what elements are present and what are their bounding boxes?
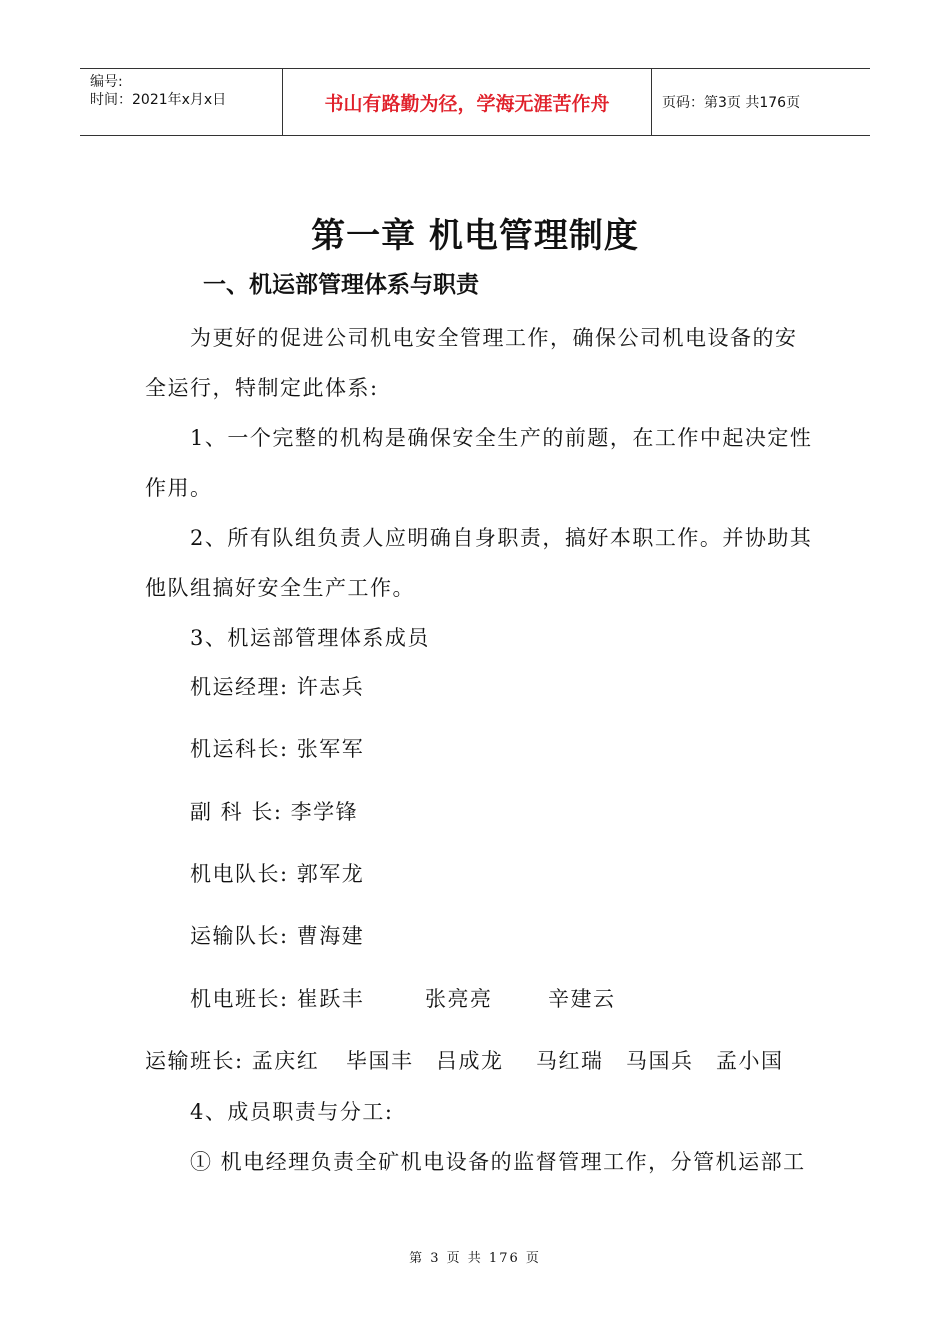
duties-heading: 4、成员职责与分工: xyxy=(190,1100,394,1124)
header-meta xyxy=(80,69,282,135)
paragraph-line: 2、所有队组负责人应明确自身职责，搞好本职工作。并协助其 xyxy=(190,526,813,550)
paragraph-line: 1、一个完整的机构是确保安全生产的前题，在工作中起决定性 xyxy=(190,426,813,450)
header-motto: 书山有路勤为径，学海无涯苦作舟 xyxy=(282,69,652,135)
paragraph-line: 3、机运部管理体系成员 xyxy=(190,626,430,650)
page-footer: 第 3 页 共 176 页 xyxy=(409,1251,541,1266)
member-transport-leader: 马红瑞 xyxy=(536,1049,604,1073)
paragraph-line: 作用。 xyxy=(145,476,213,500)
paragraph-line: 全运行，特制定此体系: xyxy=(145,376,379,400)
document-number-label: 编号: xyxy=(90,74,123,90)
member-electric-captain: 机电队长: 郭军龙 xyxy=(190,862,365,886)
chapter-title: 第一章 机电管理制度 xyxy=(311,216,639,256)
duty-item: ① 机电经理负责全矿机电设备的监督管理工作，分管机运部工 xyxy=(190,1150,806,1174)
member-chief: 机运科长: 张军军 xyxy=(190,737,365,761)
paragraph-line: 为更好的促进公司机电安全管理工作，确保公司机电设备的安 xyxy=(190,326,798,350)
member-transport-leader: 马国兵 xyxy=(626,1049,694,1073)
member-transport-leader: 孟小国 xyxy=(716,1049,784,1073)
paragraph-line: 他队组搞好安全生产工作。 xyxy=(145,576,415,600)
member-manager: 机运经理: 许志兵 xyxy=(190,675,365,699)
document-time: 时间：2021年x月x日 xyxy=(90,92,227,108)
member-transport-leaders: 运输班长: 孟庆红 xyxy=(145,1049,320,1073)
member-electric-leader: 辛建云 xyxy=(548,987,616,1011)
header-page-info: 页码：第3页 共176页 xyxy=(662,95,801,111)
member-transport-leader: 毕国丰 xyxy=(346,1049,414,1073)
member-transport-captain: 运输队长: 曹海建 xyxy=(190,924,365,948)
member-transport-leader: 吕成龙 xyxy=(436,1049,504,1073)
member-electric-leader: 张亮亮 xyxy=(425,987,493,1011)
member-electric-leaders: 机电班长: 崔跃丰 xyxy=(190,987,365,1011)
member-deputy: 副 科 长: 李学锋 xyxy=(190,800,359,824)
header-table xyxy=(80,68,870,136)
section-title: 一、机运部管理体系与职责 xyxy=(203,272,479,298)
